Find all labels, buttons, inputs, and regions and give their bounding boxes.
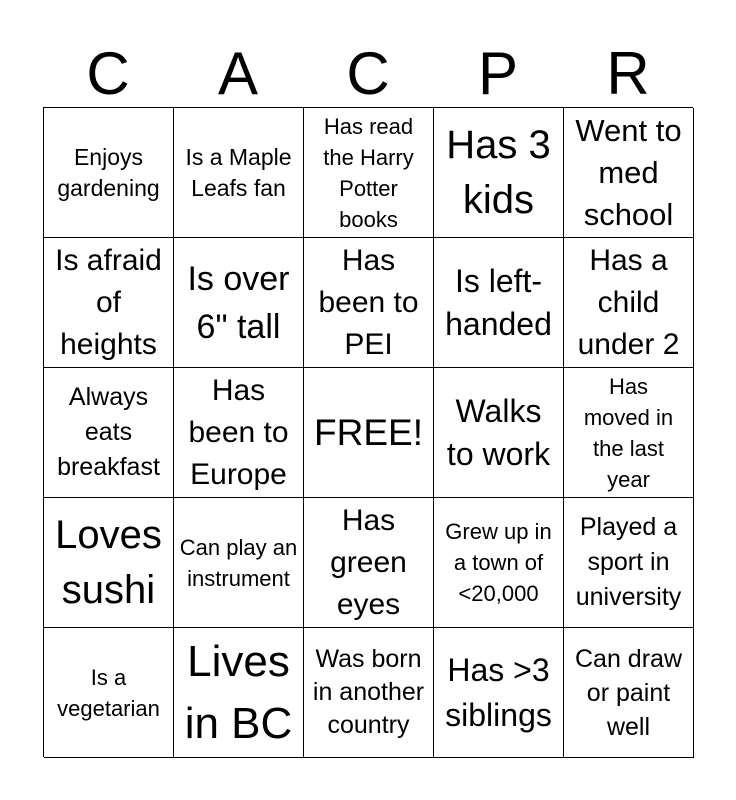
bingo-cell-text: Walks to work xyxy=(446,392,551,472)
bingo-cell-text: Is over 6" tall xyxy=(187,259,290,346)
bingo-cell-text: Has read the Harry Potter books xyxy=(323,113,414,232)
bingo-cell[interactable] xyxy=(44,628,174,758)
bingo-cell-text: Played a sport in university xyxy=(575,513,682,611)
bingo-cell[interactable] xyxy=(564,238,694,368)
header-letter: P xyxy=(477,40,519,107)
bingo-cell-text: Enjoys gardening xyxy=(57,143,160,201)
bingo-cell[interactable] xyxy=(304,108,434,238)
bingo-cell[interactable] xyxy=(174,238,304,368)
bingo-cell-text: Can draw or paint well xyxy=(575,644,682,741)
bingo-cell-text: Is afraid of heights xyxy=(55,243,162,361)
bingo-cell[interactable] xyxy=(304,498,434,628)
bingo-cell[interactable] xyxy=(44,498,174,628)
bingo-cell[interactable] xyxy=(564,108,694,238)
bingo-cell-text: Was born in another country xyxy=(312,645,425,739)
bingo-cell-text: Has been to Europe xyxy=(188,373,289,491)
bingo-cell[interactable] xyxy=(434,368,564,498)
bingo-cell[interactable] xyxy=(174,628,304,758)
bingo-cell[interactable] xyxy=(304,368,434,498)
bingo-cell-text: Lives in BC xyxy=(184,636,293,748)
header-letter: A xyxy=(217,40,259,107)
bingo-cell[interactable] xyxy=(304,628,434,758)
bingo-cell-text: Grew up in a town of <20,000 xyxy=(445,519,552,606)
bingo-cell[interactable] xyxy=(174,368,304,498)
bingo-cell-text: Has 3 kids xyxy=(446,122,551,222)
bingo-cell-text: Always eats breakfast xyxy=(57,383,160,481)
bingo-cell-text: Went to med school xyxy=(575,112,682,232)
bingo-cell-text: FREE! xyxy=(314,411,423,453)
bingo-cell[interactable] xyxy=(434,238,564,368)
bingo-cell-text: Has >3 siblings xyxy=(445,651,552,733)
header-letter: C xyxy=(346,40,390,107)
bingo-cell[interactable] xyxy=(44,238,174,368)
bingo-cell-text: Is a Maple Leafs fan xyxy=(185,143,292,201)
bingo-cell[interactable] xyxy=(174,108,304,238)
bingo-cell-text: Has been to PEI xyxy=(318,243,419,361)
bingo-cell[interactable] xyxy=(564,368,694,498)
bingo-cell-text: Is a vegetarian xyxy=(57,664,160,721)
bingo-cell-text: Can play an instrument xyxy=(179,534,298,591)
bingo-cell-text: Has green eyes xyxy=(330,503,407,621)
bingo-cell[interactable] xyxy=(174,498,304,628)
header-letter: C xyxy=(86,40,130,107)
bingo-cell[interactable] xyxy=(434,108,564,238)
bingo-cell-text: Is left-handed xyxy=(445,262,552,342)
bingo-cell[interactable] xyxy=(44,108,174,238)
bingo-header xyxy=(43,40,693,108)
bingo-cell[interactable] xyxy=(564,628,694,758)
bingo-cell[interactable] xyxy=(434,498,564,628)
bingo-board xyxy=(43,107,693,757)
bingo-cell[interactable] xyxy=(434,628,564,758)
bingo-cell[interactable] xyxy=(44,368,174,498)
header-letter: R xyxy=(606,40,650,107)
bingo-cell[interactable] xyxy=(304,238,434,368)
bingo-cell-text: Loves sushi xyxy=(55,512,162,612)
bingo-cell-text: Has moved in the last year xyxy=(583,373,674,492)
bingo-cell-text: Has a child under 2 xyxy=(577,243,680,361)
bingo-cell[interactable] xyxy=(564,498,694,628)
